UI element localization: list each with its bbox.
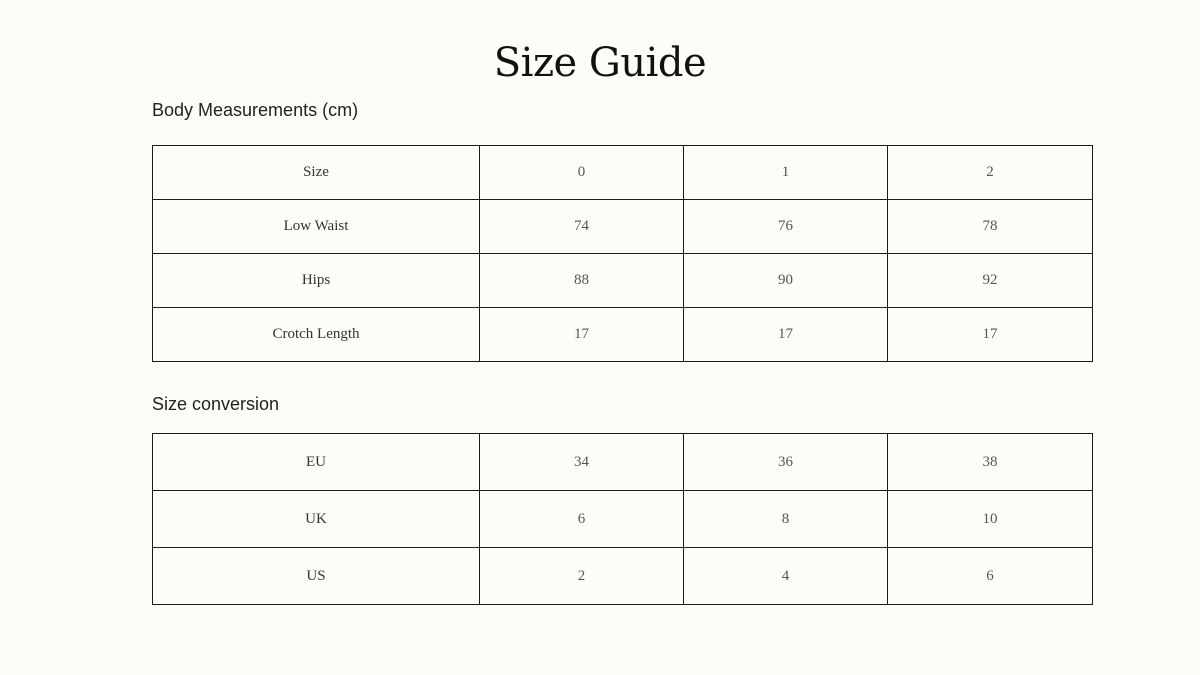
- size-value-0: 0: [480, 146, 684, 200]
- hips-size-2: 92: [888, 254, 1093, 308]
- size-value-2: 2: [888, 146, 1093, 200]
- eu-size-2: 38: [888, 434, 1093, 491]
- uk-size-1: 8: [684, 491, 888, 548]
- table-row-uk: [153, 491, 1093, 548]
- crotch-length-size-2: 17: [888, 308, 1093, 362]
- table-row-eu: [153, 434, 1093, 491]
- eu-size-0: 34: [480, 434, 684, 491]
- size-value-1: 1: [684, 146, 888, 200]
- us-size-0: 2: [480, 548, 684, 605]
- page-title: Size Guide: [493, 40, 707, 86]
- hips-size-0: 88: [480, 254, 684, 308]
- low-waist-size-2: 78: [888, 200, 1093, 254]
- body-measurements-heading: Body Measurements (cm): [152, 100, 359, 120]
- us-size-1: 4: [684, 548, 888, 605]
- uk-size-2: 10: [888, 491, 1093, 548]
- row-label-uk: UK: [153, 491, 480, 548]
- size-conversion-heading: Size conversion: [152, 394, 280, 414]
- table-row-size: [153, 146, 1093, 200]
- low-waist-size-1: 76: [684, 200, 888, 254]
- table-row-low-waist: [153, 200, 1093, 254]
- table-row-us: [153, 548, 1093, 605]
- row-label-eu: EU: [153, 434, 480, 491]
- crotch-length-size-0: 17: [480, 308, 684, 362]
- us-size-2: 6: [888, 548, 1093, 605]
- low-waist-size-0: 74: [480, 200, 684, 254]
- table-row-hips: [153, 254, 1093, 308]
- table-row-crotch-length: [153, 308, 1093, 362]
- uk-size-0: 6: [480, 491, 684, 548]
- row-label-low-waist: Low Waist: [153, 200, 480, 254]
- crotch-length-size-1: 17: [684, 308, 888, 362]
- hips-size-1: 90: [684, 254, 888, 308]
- row-label-hips: Hips: [153, 254, 480, 308]
- row-label-size: Size: [153, 146, 480, 200]
- row-label-us: US: [153, 548, 480, 605]
- body-measurements-table: [152, 145, 1093, 362]
- size-conversion-table: [152, 433, 1093, 605]
- row-label-crotch-length: Crotch Length: [153, 308, 480, 362]
- eu-size-1: 36: [684, 434, 888, 491]
